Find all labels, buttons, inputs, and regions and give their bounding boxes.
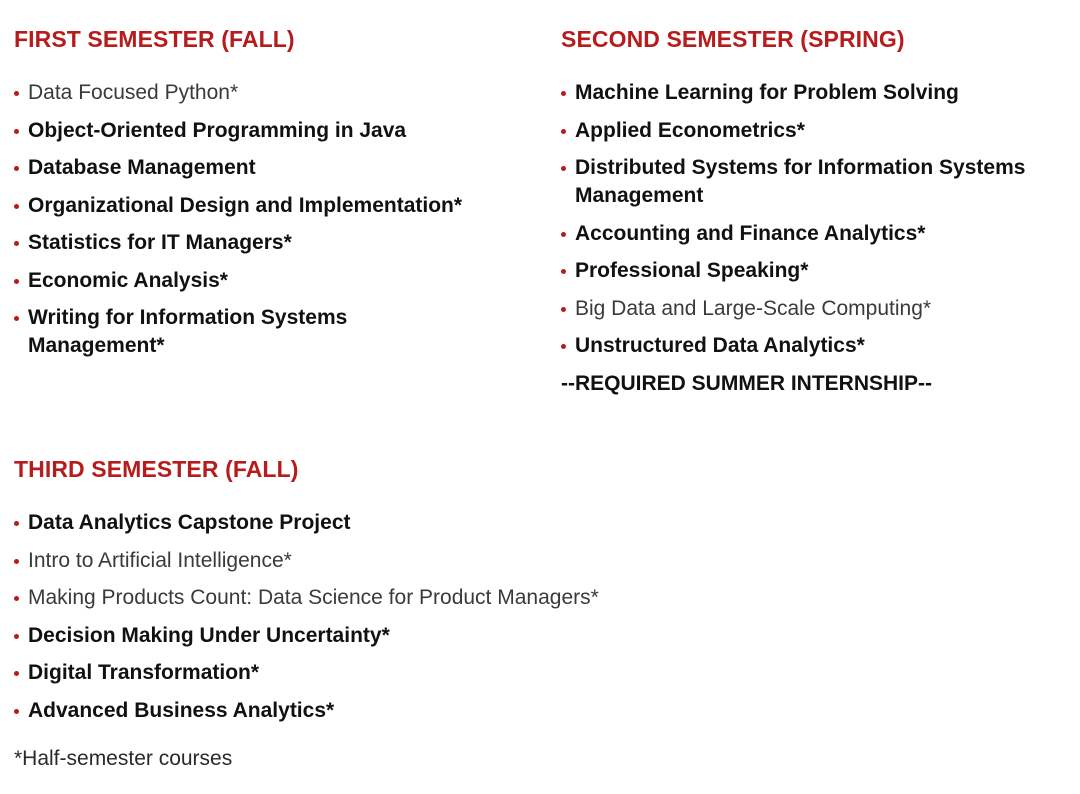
third-semester-section	[14, 455, 914, 734]
list-item: Economic Analysis*	[14, 267, 474, 295]
first-semester-course-list	[14, 79, 474, 360]
second-semester-title: SECOND SEMESTER (SPRING)	[561, 26, 905, 52]
list-item: Accounting and Finance Analytics*	[561, 220, 1071, 248]
list-item: Making Products Count: Data Science for Product Managers*	[14, 584, 914, 612]
list-item: Digital Transformation*	[14, 659, 914, 687]
list-item: Intro to Artificial Intelligence*	[14, 547, 914, 575]
list-item: Machine Learning for Problem Solving	[561, 79, 1071, 107]
list-item: Advanced Business Analytics*	[14, 697, 914, 725]
list-item: Data Analytics Capstone Project	[14, 509, 914, 537]
third-semester-course-list	[14, 509, 914, 725]
list-item: Data Focused Python*	[14, 79, 474, 107]
first-semester-title: FIRST SEMESTER (FALL)	[14, 26, 295, 52]
list-item: Unstructured Data Analytics*	[561, 332, 1071, 360]
second-semester-course-list	[561, 79, 1071, 360]
list-item: Object-Oriented Programming in Java	[14, 117, 474, 145]
list-item: Distributed Systems for Information Systems Management	[561, 154, 1055, 210]
list-item: Statistics for IT Managers*	[14, 229, 474, 257]
list-item: Database Management	[14, 154, 474, 182]
list-item: Applied Econometrics*	[561, 117, 1071, 145]
second-semester-section	[561, 25, 1071, 398]
third-semester-title: THIRD SEMESTER (FALL)	[14, 456, 299, 482]
list-item: Decision Making Under Uncertainty*	[14, 622, 914, 650]
first-semester-section	[14, 25, 534, 370]
summer-internship-note: --REQUIRED SUMMER INTERNSHIP--	[561, 372, 932, 395]
list-item: Professional Speaking*	[561, 257, 1071, 285]
half-semester-footnote: *Half-semester courses	[14, 747, 233, 770]
list-item: Writing for Information Systems Management*	[14, 304, 398, 360]
list-item: Organizational Design and Implementation*	[14, 192, 474, 220]
list-item: Big Data and Large-Scale Computing*	[561, 295, 1071, 323]
